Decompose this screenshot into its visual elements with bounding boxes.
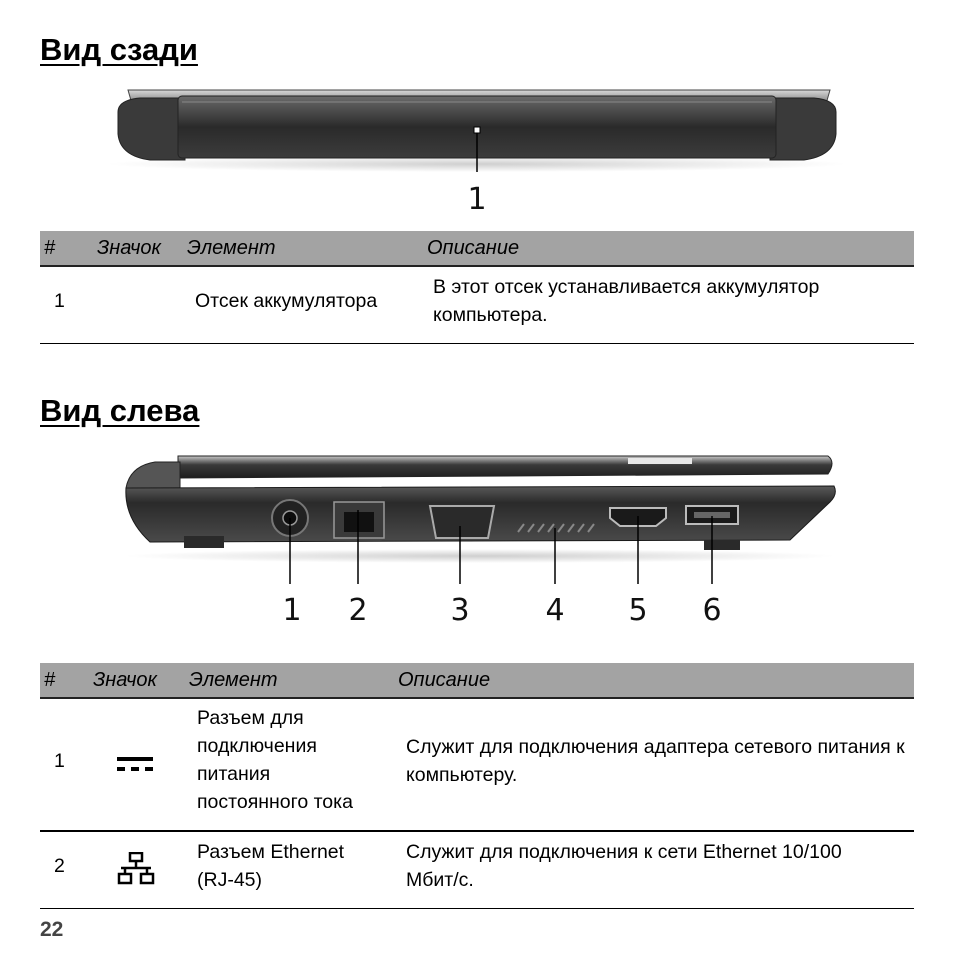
header-num: # (44, 237, 56, 259)
header-item: Элемент (189, 669, 278, 691)
laptop-left-illustration (0, 448, 954, 630)
table-header (40, 231, 914, 267)
callout-number: 1 (282, 593, 302, 628)
table-header (40, 663, 914, 699)
callout-number: 6 (702, 593, 722, 628)
header-num: # (44, 669, 56, 691)
table-row (40, 832, 914, 909)
callout-number: 4 (545, 593, 565, 628)
row-item: Разъем Ethernet (RJ-45) (197, 841, 345, 891)
left-view-figure (0, 448, 954, 630)
row-num: 2 (54, 855, 65, 877)
rear-view-heading: Вид сзади (40, 32, 198, 67)
header-desc: Описание (398, 669, 491, 691)
left-view-heading: Вид слева (40, 393, 200, 428)
header-icon: Значок (93, 669, 157, 691)
row-item: Отсек аккумулятора (195, 290, 378, 312)
header-desc: Описание (427, 237, 520, 259)
header-item: Элемент (187, 237, 276, 259)
callout-number: 3 (450, 593, 470, 628)
row-num: 1 (54, 750, 65, 772)
table-row (40, 699, 914, 832)
callout-number: 5 (628, 593, 648, 628)
header-icon: Значок (97, 237, 161, 259)
rear-view-table (40, 231, 914, 344)
left-view-table (40, 663, 914, 909)
callout-number: 1 (467, 182, 487, 217)
table-row (40, 267, 914, 344)
row-desc: Служит для подключения адаптера сетевого питания к компьютеру. (406, 736, 905, 786)
row-desc: Служит для подключения к сети Ethernet 10/100 Мбит/с. (406, 841, 842, 891)
row-num: 1 (54, 290, 65, 312)
callout-number: 2 (348, 593, 368, 628)
page-number: 22 (40, 918, 64, 941)
row-desc: В этот отсек устанавливается аккумулятор компьютера. (433, 276, 820, 326)
rear-view-figure (0, 82, 954, 222)
laptop-rear-illustration (0, 82, 954, 222)
row-item: Разъем для подключения питания постоянного тока (197, 707, 353, 813)
dc-power-icon (117, 755, 153, 775)
ethernet-network-icon (117, 852, 155, 886)
